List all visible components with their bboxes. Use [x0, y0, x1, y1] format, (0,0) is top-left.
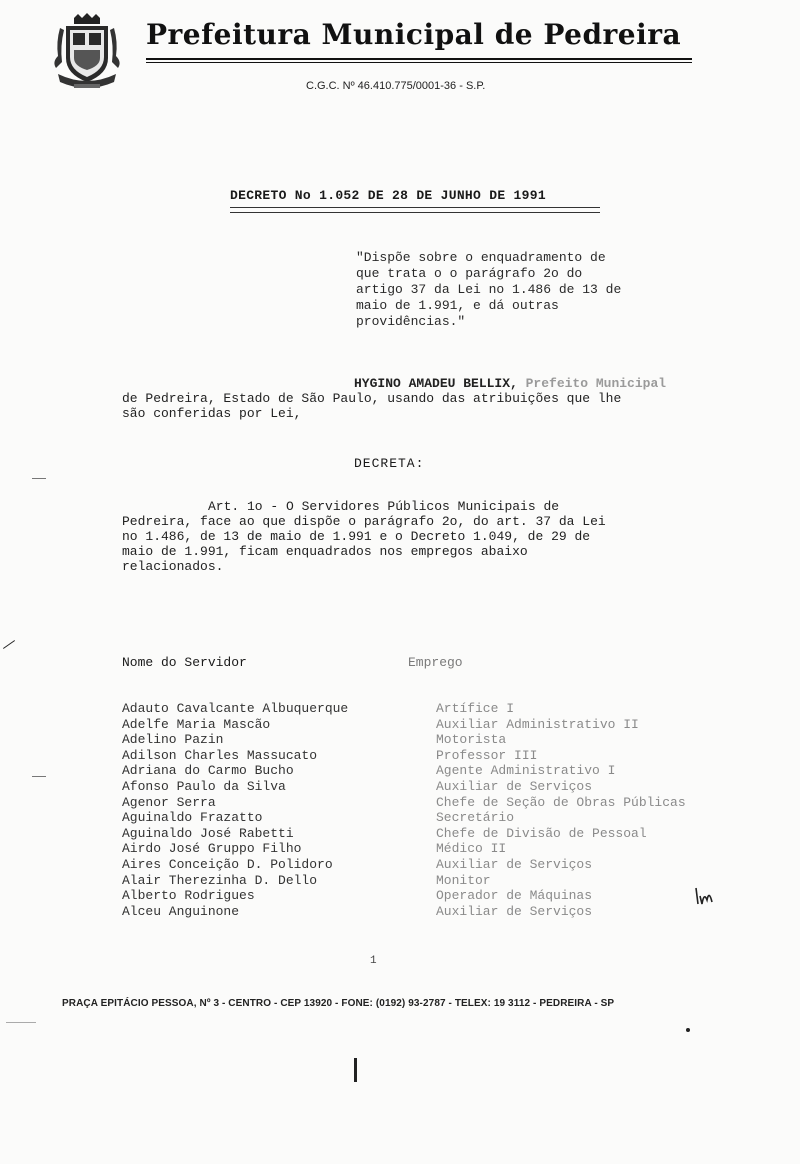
- scan-mark: [354, 1058, 357, 1082]
- list-item: [122, 732, 702, 748]
- summary-line: artigo 37 da Lei no 1.486 de 13 de: [356, 282, 622, 297]
- servant-name: Adriana do Carmo Bucho: [122, 763, 294, 779]
- list-item: [122, 763, 702, 779]
- page-number: 1: [370, 955, 377, 967]
- servant-job: Monitor: [436, 872, 491, 888]
- preamble-first-line: [122, 376, 734, 391]
- list-item: [122, 717, 702, 733]
- servant-job: Auxiliar de Serviços: [436, 856, 593, 872]
- servant-name: Alberto Rodrigues: [122, 888, 255, 904]
- servant-job: Auxiliar Administrativo II: [436, 716, 639, 732]
- decreta-heading: DECRETA:: [354, 456, 425, 471]
- column-header-job: Emprego: [408, 655, 463, 670]
- summary-line: que trata o o parágrafo 2o do: [356, 266, 583, 281]
- servant-job: Chefe de Seção de Obras Públicas: [436, 794, 686, 810]
- list-item: [122, 748, 702, 764]
- servant-name: Afonso Paulo da Silva: [122, 778, 286, 794]
- column-header-name: Nome do Servidor: [122, 655, 247, 670]
- servant-name: Aires Conceição D. Polidoro: [122, 856, 333, 872]
- scan-mark: [6, 1022, 36, 1023]
- list-item: [122, 904, 702, 920]
- list-item: [122, 857, 702, 873]
- scan-mark: [32, 478, 46, 479]
- article-1: [122, 499, 737, 574]
- servant-job: Chefe de Divisão de Pessoal: [436, 825, 647, 841]
- scan-mark: [32, 776, 46, 777]
- summary-line: providências.": [356, 314, 466, 329]
- servant-name: Agenor Serra: [122, 794, 216, 810]
- preamble-line: de Pedreira, Estado de São Paulo, usando das atribuições que lhe: [122, 391, 622, 406]
- header-rule-thin: [146, 62, 692, 63]
- article-line: relacionados.: [122, 559, 224, 574]
- list-item: [122, 841, 702, 857]
- list-item: [122, 795, 702, 811]
- servant-name: Airdo José Gruppo Filho: [122, 841, 302, 857]
- summary-line: "Dispõe sobre o enquadramento de: [356, 250, 606, 265]
- municipal-coat-of-arms-icon: [52, 12, 122, 92]
- list-item: [122, 701, 702, 717]
- mayor-title: Prefeito Municipal: [517, 376, 667, 391]
- servant-name: Adelino Pazin: [122, 732, 224, 748]
- page-title: Prefeitura Municipal de Pedreira: [146, 18, 682, 51]
- preamble-line: são conferidas por Lei,: [122, 406, 302, 421]
- footer-address: PRAÇA EPITÁCIO PESSOA, Nº 3 - CENTRO - CEP 13920 - FONE: (0192) 93-2787 - TELEX: 19 3112 - PEDREIRA - SP: [62, 998, 615, 1009]
- cgc-number: C.G.C. Nº 46.410.775/0001-36 - S.P.: [306, 80, 486, 92]
- servant-name: Adelfe Maria Mascão: [122, 716, 271, 732]
- handwritten-initials-icon: [692, 882, 716, 908]
- list-item: [122, 826, 702, 842]
- servant-name: Alceu Anguinone: [122, 903, 240, 919]
- summary-line: maio de 1.991, e dá outras: [356, 298, 559, 313]
- article-line: maio de 1.991, ficam enquadrados nos empregos abaixo: [122, 544, 528, 559]
- list-item: [122, 888, 702, 904]
- servant-job: Artífice I: [436, 701, 515, 716]
- servant-job: Médico II: [436, 841, 507, 857]
- article-line: Art. 1o - O Servidores Públicos Municipais de: [208, 499, 560, 514]
- servant-name: Alair Therezinha D. Dello: [122, 872, 318, 888]
- decree-preamble: [122, 376, 734, 421]
- article-line: Pedreira, face ao que dispõe o parágrafo 2o, do art. 37 da Lei: [122, 514, 606, 529]
- servant-list: [122, 701, 702, 919]
- mayor-name: HYGINO AMADEU BELLIX,: [354, 376, 518, 391]
- list-item: [122, 873, 702, 889]
- decree-summary: [356, 250, 692, 330]
- scan-mark: [686, 1028, 690, 1032]
- decree-title: DECRETO No 1.052 DE 28 DE JUNHO DE 1991: [230, 188, 546, 203]
- servant-name: Aguinaldo Frazatto: [122, 810, 263, 826]
- article-line: no 1.486, de 13 de maio de 1.991 e o Decreto 1.049, de 29 de: [122, 529, 591, 544]
- scan-mark: [3, 640, 15, 649]
- servant-job: Auxiliar de Serviços: [436, 778, 593, 794]
- servant-name: Adilson Charles Massucato: [122, 747, 318, 763]
- servant-job: Auxiliar de Serviços: [436, 903, 593, 919]
- decree-title-underline: [230, 207, 600, 213]
- servant-job: Operador de Máquinas: [436, 888, 593, 904]
- list-item: [122, 810, 702, 826]
- servant-name: Aguinaldo José Rabetti: [122, 825, 294, 841]
- servant-job: Motorista: [436, 732, 507, 748]
- servant-job: Agente Administrativo I: [436, 763, 616, 779]
- list-item: [122, 779, 702, 795]
- servant-job: Professor III: [436, 747, 538, 763]
- servant-job: Secretário: [436, 810, 515, 826]
- header-rule: [146, 58, 692, 60]
- servant-name: Adauto Cavalcante Albuquerque: [122, 701, 349, 716]
